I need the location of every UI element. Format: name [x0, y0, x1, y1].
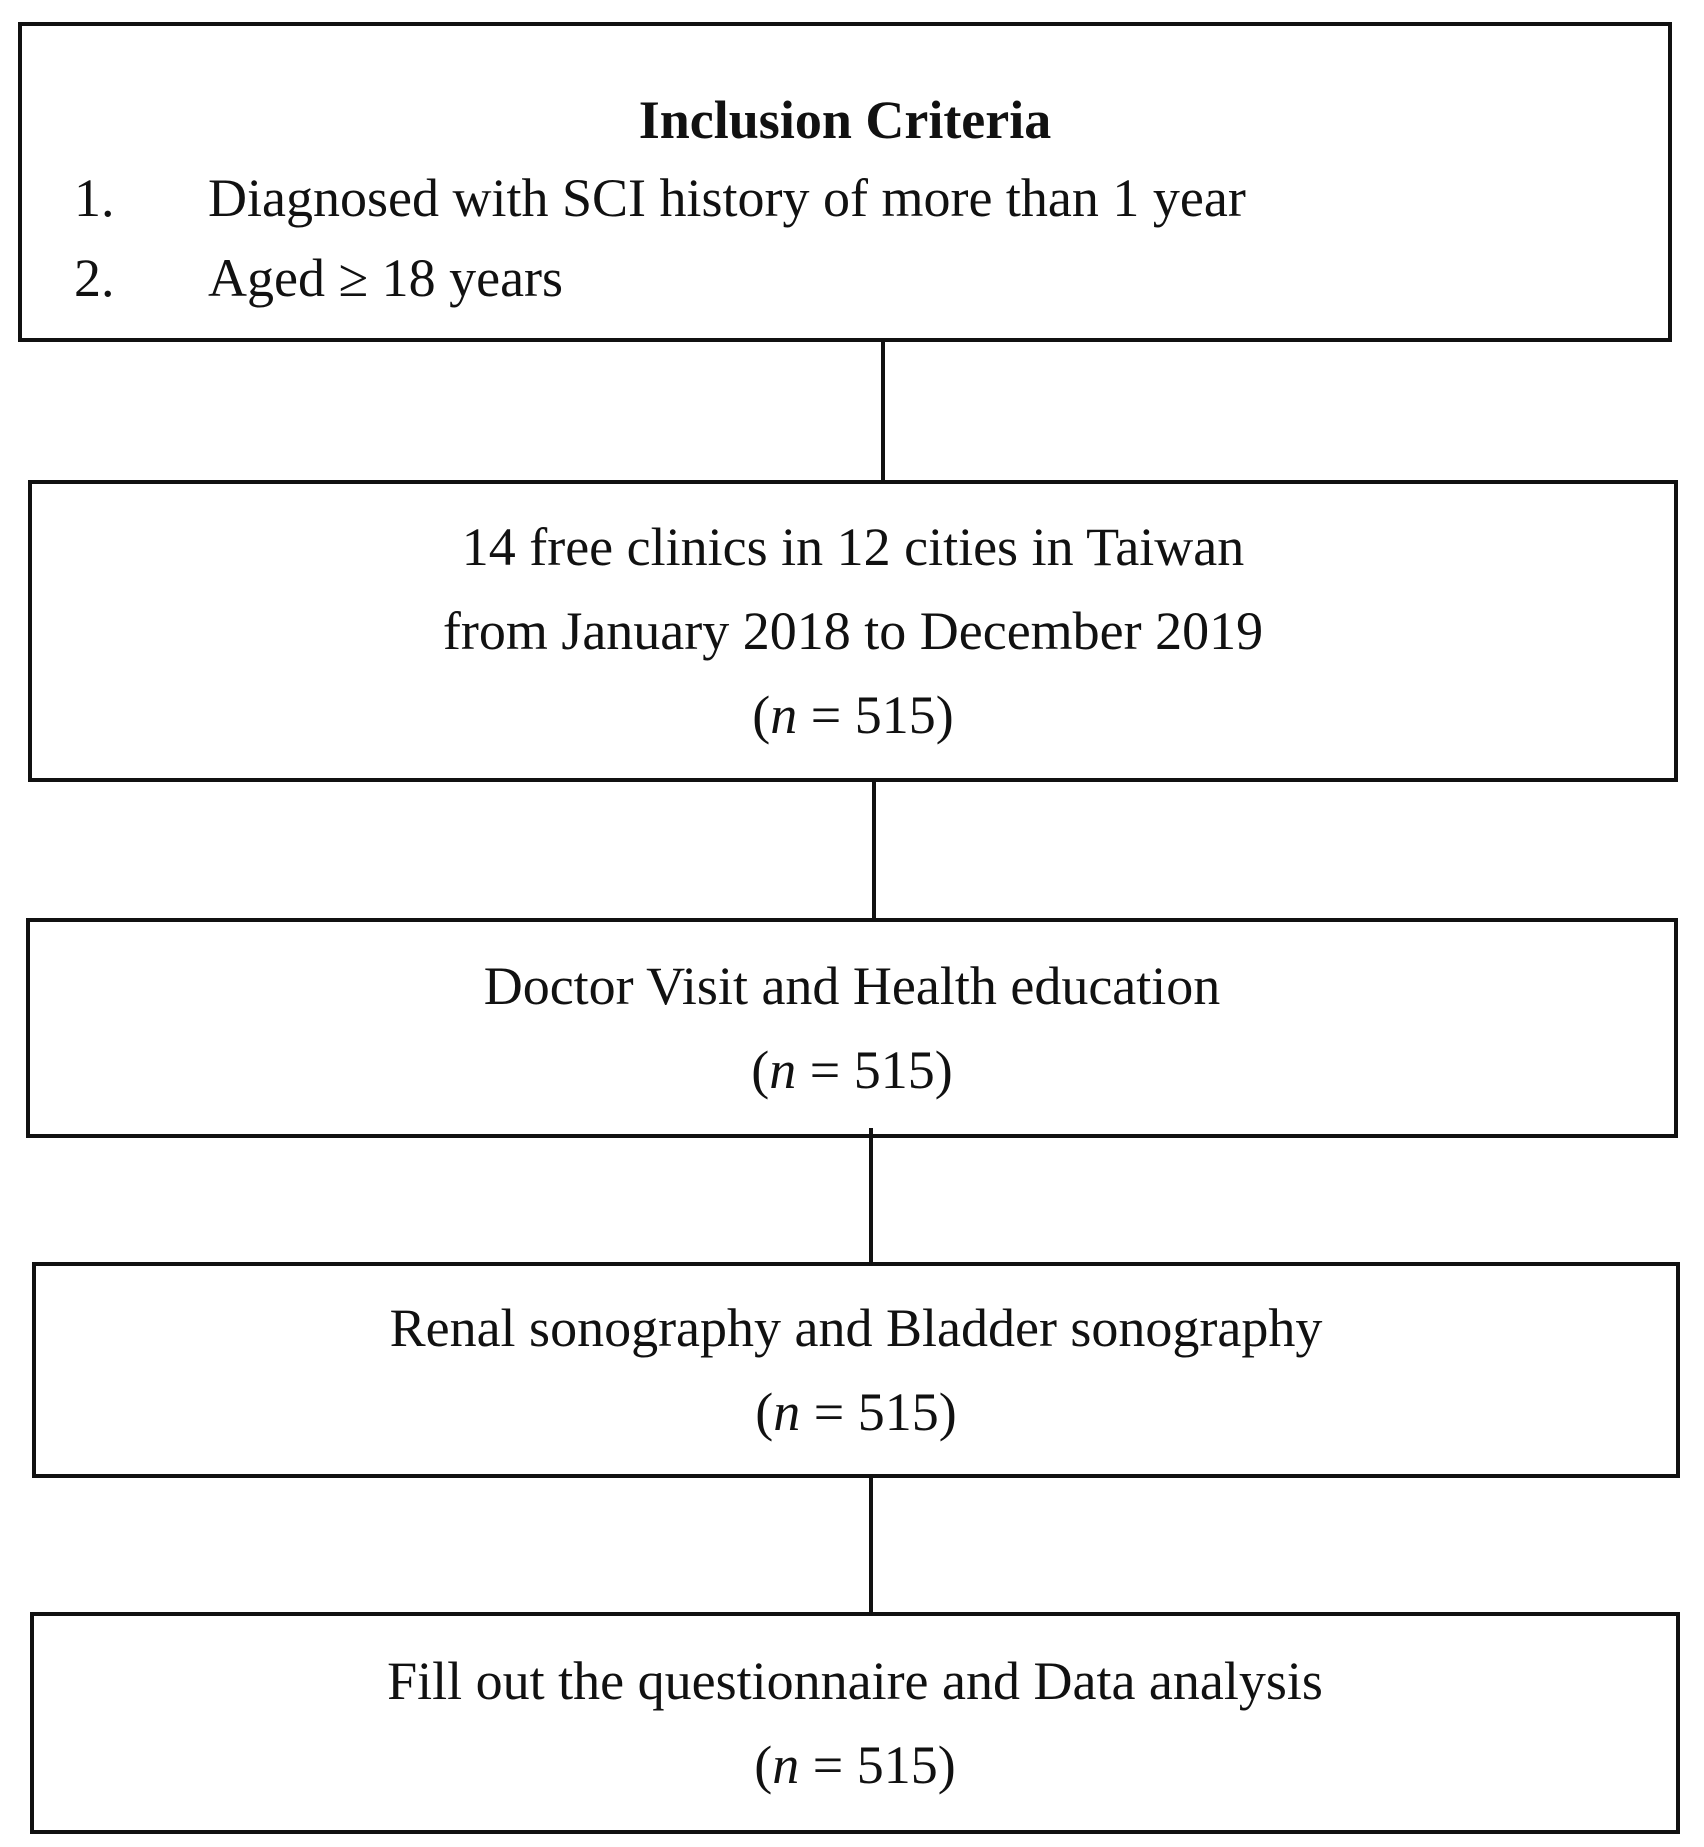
step-text-line: Doctor Visit and Health education: [483, 956, 1221, 1016]
questionnaire-step-box: [30, 1612, 1680, 1834]
criterion-text: Aged ≥ 18 years: [208, 248, 564, 308]
inclusion-criteria-list: [74, 158, 1648, 318]
flow-connector: [869, 1478, 873, 1612]
criterion-number: 2.: [74, 248, 115, 308]
step-text-line: from January 2018 to December 2019: [442, 601, 1264, 661]
sample-size-label: (n = 515): [755, 1382, 957, 1442]
step-text-line: Fill out the questionnaire and Data analysis: [387, 1651, 1323, 1711]
criterion-item: [74, 238, 1648, 318]
flow-connector: [872, 782, 876, 918]
doctor-visit-step-box: [26, 918, 1678, 1138]
flow-connector: [869, 1128, 873, 1262]
sample-size-label: (n = 515): [752, 685, 954, 745]
sample-size-label: (n = 515): [754, 1735, 956, 1795]
clinics-step-box: [28, 480, 1678, 782]
inclusion-criteria-box: [18, 22, 1672, 342]
sonography-step-box: [32, 1262, 1680, 1478]
inclusion-criteria-title: Inclusion Criteria: [638, 90, 1052, 150]
step-text-line: Renal sonography and Bladder sonography: [389, 1298, 1323, 1358]
criterion-item: [74, 158, 1648, 238]
step-text-line: 14 free clinics in 12 cities in Taiwan: [461, 517, 1245, 577]
criterion-number: 1.: [74, 168, 115, 228]
sample-size-label: (n = 515): [751, 1040, 953, 1100]
criterion-text: Diagnosed with SCI history of more than 1 year: [208, 168, 1246, 228]
flow-connector: [881, 342, 885, 480]
